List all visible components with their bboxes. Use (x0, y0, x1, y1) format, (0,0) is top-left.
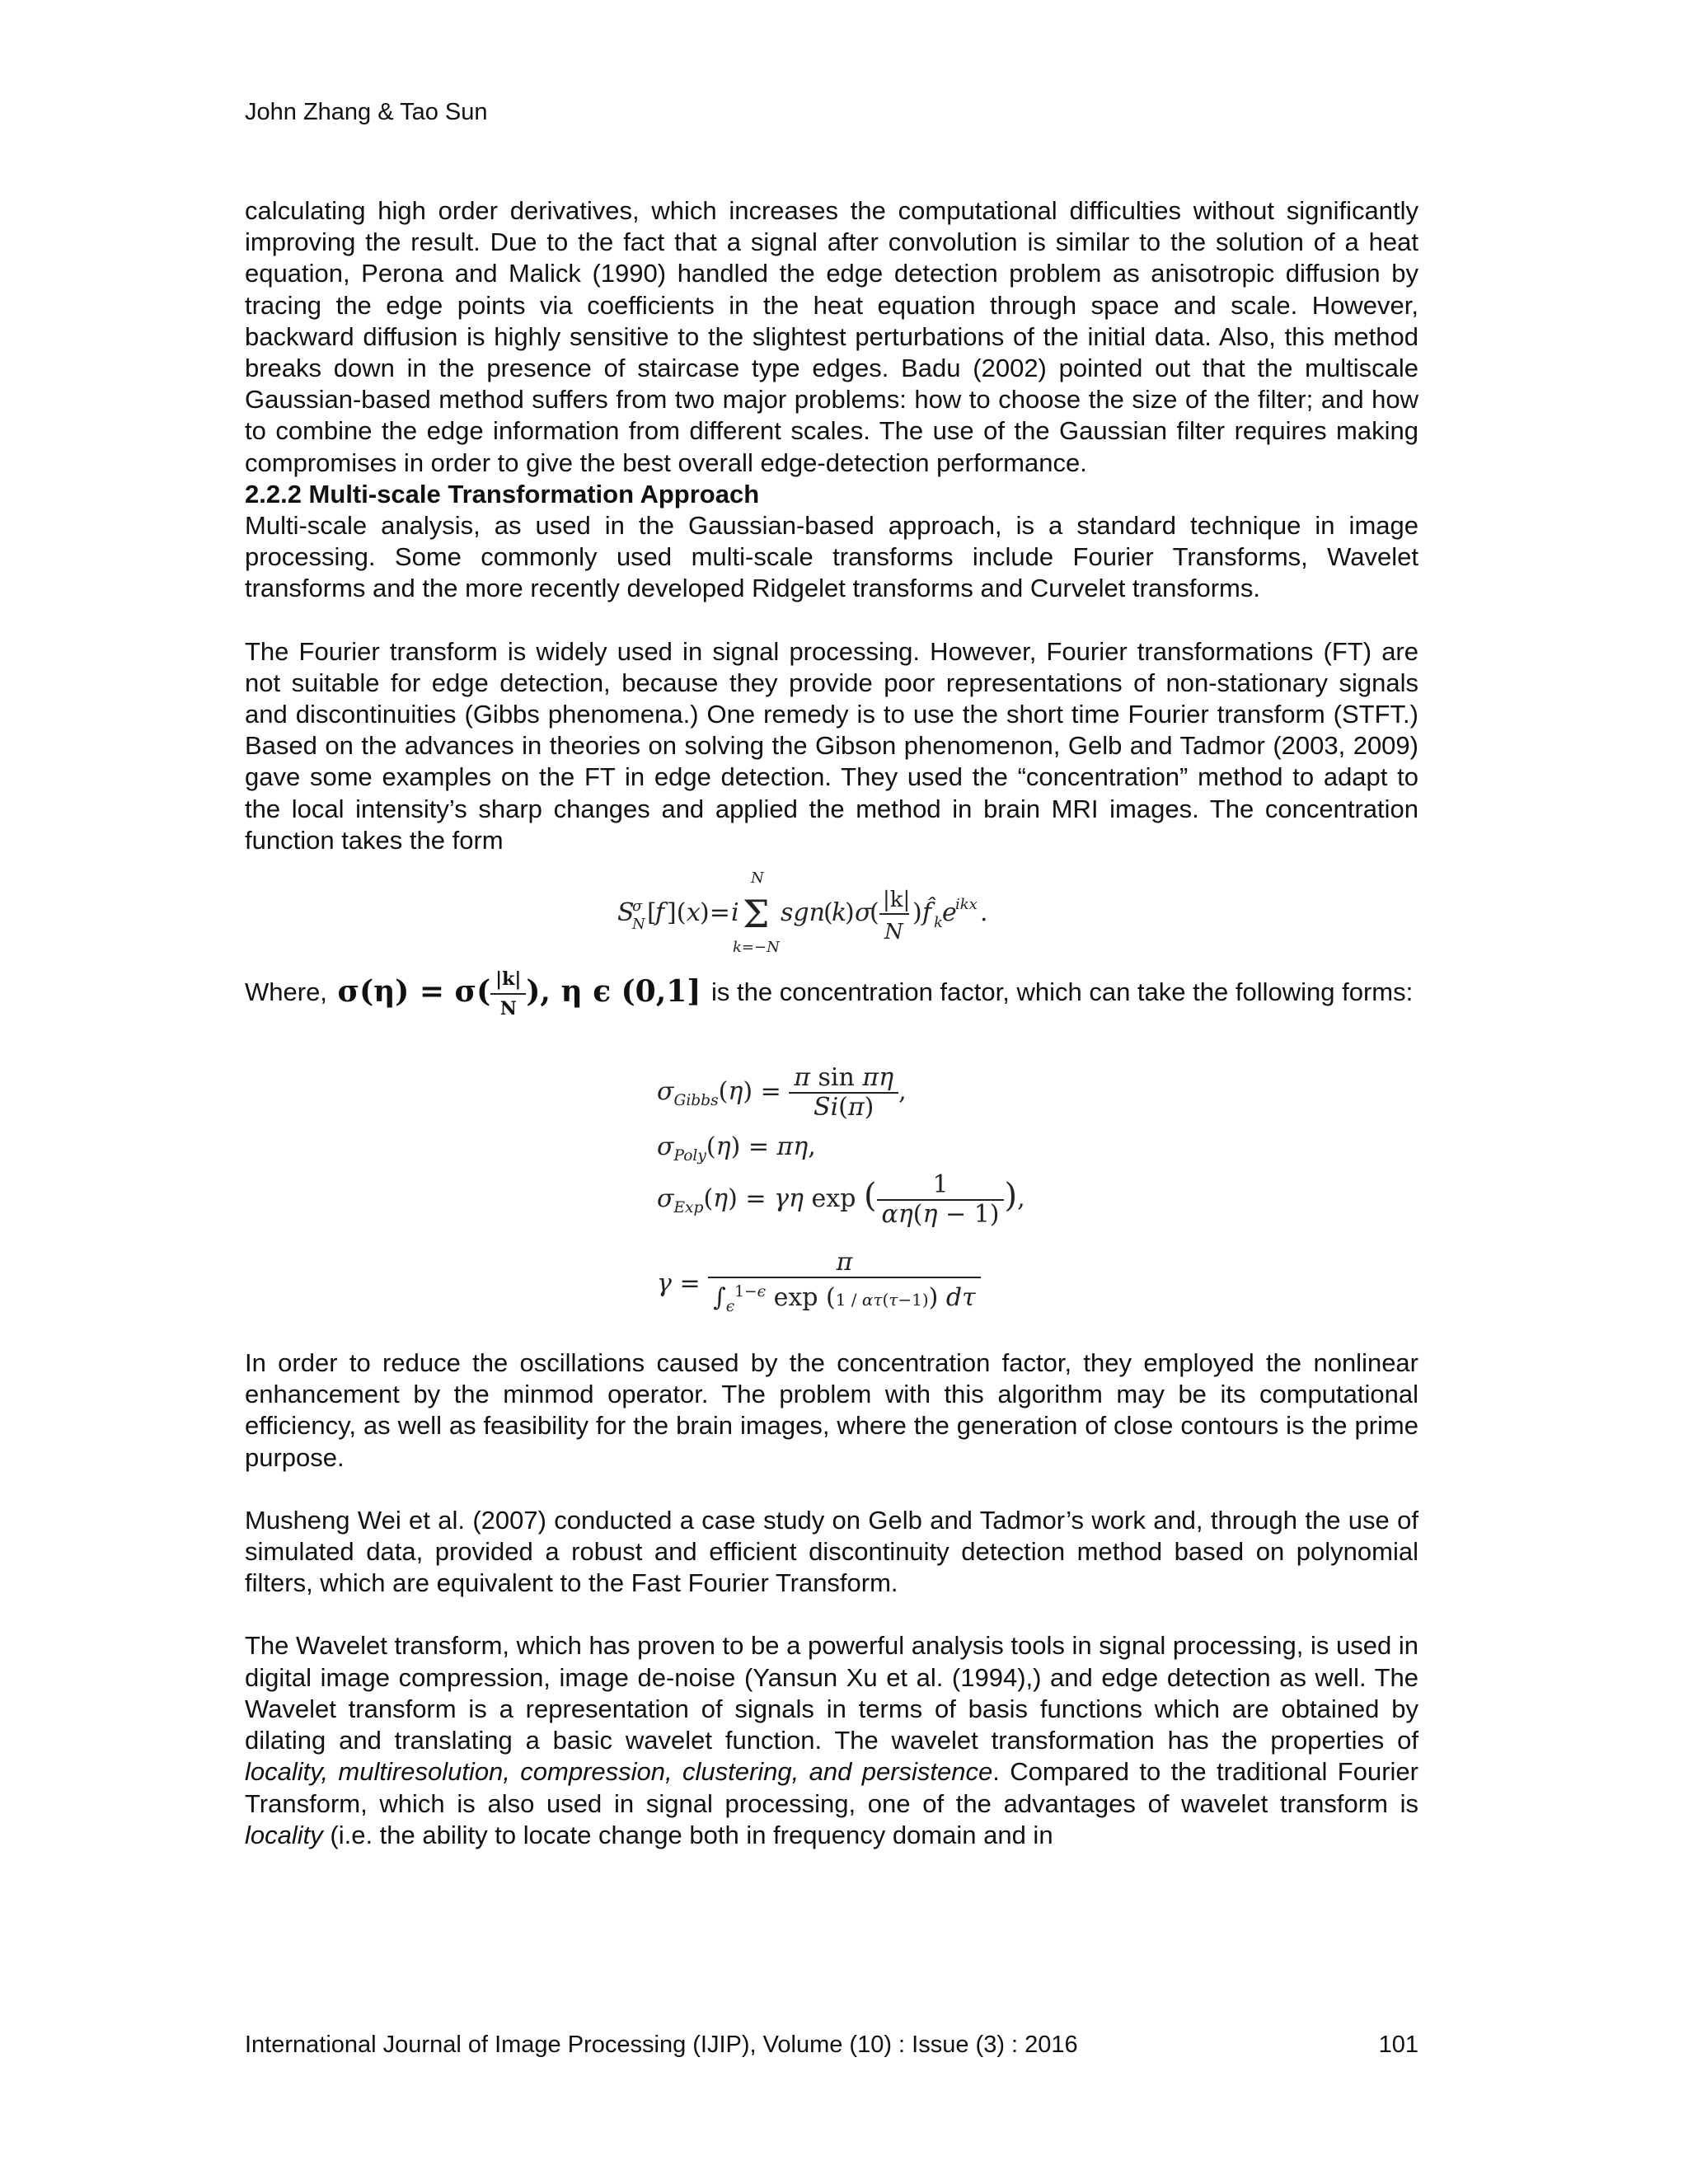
concentration-factor-forms (245, 1056, 1418, 1321)
svg-text:Σ: Σ (743, 892, 770, 937)
svg-text:(: ( (870, 898, 879, 928)
svg-text:sgn: sgn (781, 898, 825, 928)
sigma-poly-formula: $\sigma_{Poly}(\eta) = \pi\eta$, (657, 1132, 816, 1165)
sigma-gibbs-formula: $\sigma_{Gibbs}(\eta)$ = $\frac{\text{π sin πη}}{Si(\pi)}$ , (657, 1063, 907, 1122)
svg-text:σ: σ (632, 898, 643, 916)
svg-text:f̂: f̂ (922, 898, 932, 928)
concentration-equation (245, 861, 1418, 958)
paragraph-5: Musheng Wei et al. (2007) conducted a case study on Gelb and Tadmor’s work and, through the use of simulated data, provided a robust and efficient discontinuity detection method based on polynomial filters, which are equivalent to the Fast Fourier Transform. (245, 1505, 1418, 1598)
paragraph-1: calculating high order derivatives, which increases the computational difficulties without significantly improving the result. Due to the fact that a signal after convolution is similar to the solution of a heat equation, Perona and Malick (1990) handled the edge detection problem as anisotropic diffusion by tracing the edge points via coefficients in the heat equation through space and scale. However, backward diffusion is highly sensitive to the slightest perturbations of the initial data. Also, this method breaks down in the presence of staircase type edges. Badu (2002) pointed out that the multiscale Gaussian-based method suffers from two major problems: how to choose the size of the filter; and how to combine the edge information from different scales. The use of the Gaussian filter requires making compromises in order to give the best overall edge-detection performance. (245, 196, 1418, 477)
svg-text:k=−N: k=−N (733, 939, 780, 957)
svg-text:N: N (751, 869, 764, 888)
svg-text:N: N (884, 920, 903, 945)
paragraph-6-part-a: The Wavelet transform, which has proven to be a powerful analysis tools in signal processing, is used in digital image compression, image de-noise (Yansun Xu et al. (1994),) and edge detection as well. The Wavelet transform is a representation of signals in terms of basis functions which are obtained by dilating and translating a basic wavelet function. The wavelet transformation has the properties of (245, 1631, 1418, 1755)
svg-text:e: e (942, 898, 957, 928)
paragraph-2: Multi-scale analysis, as used in the Gaussian-based approach, is a standard technique in image processing. Some commonly used multi-scale transforms include Fourier Transforms, Wavelet transforms and the more recently developed Ridgelet transforms and Curvelet transforms. (245, 511, 1418, 603)
section-heading: 2.2.2 Multi-scale Transformation Approach (245, 479, 760, 509)
svg-text:](: ]( (667, 898, 687, 928)
svg-text:(: ( (823, 898, 833, 928)
paragraph-6-part-b: . Compared to the traditional Fourier Transform, which is also used in signal processing, one of the advantages of wavelet transform is (245, 1757, 1418, 1818)
svg-text:.: . (980, 898, 988, 928)
svg-text:ikx: ikx (955, 896, 978, 914)
wavelet-properties: locality, multiresolution, compression, clustering, and persistence (245, 1757, 993, 1787)
paragraph-3: The Fourier transform is widely used in signal processing. However, Fourier transformations (FT) are not suitable for edge detection, because they provide poor representations of non-stationary signals and discontinuities (Gibbs phenomena.) One remedy is to use the short time Fourier transform (STFT.) Based on the advances in theories on solving the Gibson phenomenon, Gelb and Tadmor (2003, 2009) gave some examples on the FT in edge detection. They used the “concentration” method to adapt to the local intensity’s sharp changes and applied the method in brain MRI images. The concentration function takes the form (245, 636, 1418, 855)
concentration-equation-graphic (245, 861, 1418, 958)
paragraph-6 (245, 1630, 1418, 1850)
svg-text:S: S (617, 898, 635, 928)
gamma-formula: γ = $\frac{\pi}{\int_\epsilon^{1-\epsilon} \exp (1 / \alpha\tau(\tau-1)) d\tau}$ (657, 1249, 981, 1321)
paragraph-6-part-c: (i.e. the ability to locate change both in frequency domain and in (330, 1820, 1053, 1849)
where-paragraph (245, 965, 1418, 1023)
svg-text:)=: )= (700, 898, 730, 928)
svg-text:|k|: |k| (883, 888, 911, 913)
page-number: 101 (1378, 2032, 1418, 2058)
svg-text:i: i (731, 898, 739, 928)
sigma-definition-inline: σ(η) = σ( $\frac{|k|}{N}$ ), η ϵ (0,1] (335, 965, 705, 1023)
where-suffix: is the concentration factor, which can take the following forms: (710, 977, 1414, 1007)
where-prefix: Where, (245, 977, 327, 1007)
svg-text:σ: σ (855, 898, 872, 928)
svg-text:): ) (845, 898, 855, 928)
svg-text:k: k (934, 914, 943, 932)
body-text (245, 195, 1418, 1851)
svg-text:[: [ (647, 898, 657, 928)
svg-text:k: k (832, 898, 847, 928)
running-header: John Zhang & Tao Sun (245, 99, 488, 125)
paragraph-4: In order to reduce the oscillations caused by the concentration factor, they employed the nonlinear enhancement by the minmod operator. The problem with this algorithm may be its computational efficiency, as well as feasibility for the brain images, where the generation of close contours is the prime purpose. (245, 1348, 1418, 1472)
locality-term: locality (245, 1820, 323, 1849)
svg-text:f: f (655, 898, 665, 928)
svg-text:x: x (687, 898, 701, 928)
svg-text:): ) (912, 898, 922, 928)
journal-citation: International Journal of Image Processing (IJIP), Volume (10) : Issue (3) : 2016 (245, 2032, 1078, 2058)
sigma-exp-formula: $\sigma_{Exp}(\eta) = \gamma\eta$ exp ( $\frac{1}{\alpha\eta(\eta - 1)}$ ), (657, 1170, 1025, 1230)
svg-text:N: N (632, 916, 645, 934)
page-footer (245, 2030, 1418, 2060)
